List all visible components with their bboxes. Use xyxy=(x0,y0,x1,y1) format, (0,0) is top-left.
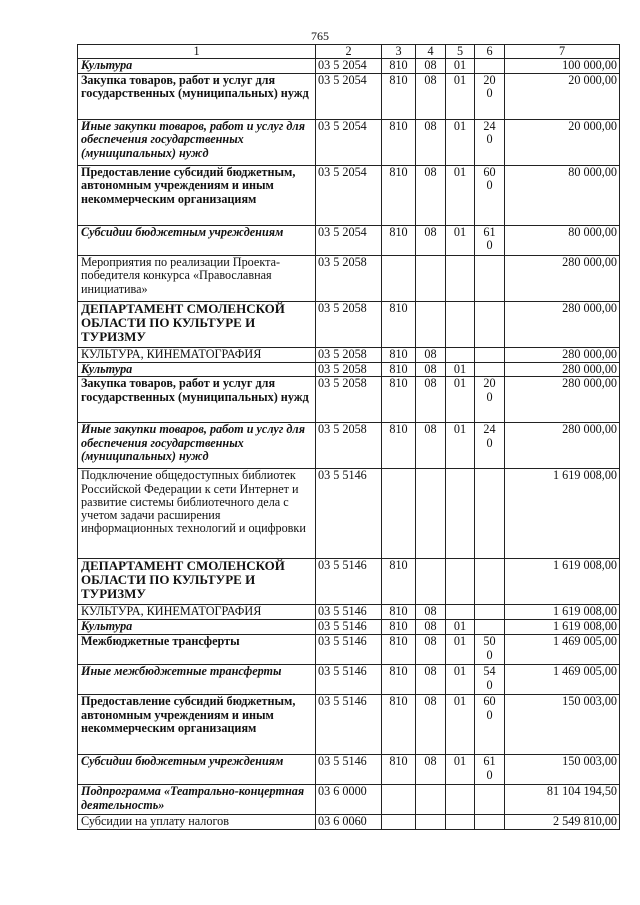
amount-cell: 280 000,00 xyxy=(505,302,620,348)
table-row xyxy=(78,348,620,363)
expense-type-cell xyxy=(475,256,505,302)
department-code-cell: 810 xyxy=(382,635,416,665)
row-name-cell: КУЛЬТУРА, КИНЕМАТОГРАФИЯ xyxy=(78,348,316,363)
subsection-code-cell: 01 xyxy=(446,377,475,423)
section-code-cell xyxy=(416,815,446,829)
amount-cell: 280 000,00 xyxy=(505,423,620,469)
section-code-cell: 08 xyxy=(416,59,446,74)
subsection-code-cell xyxy=(446,815,475,829)
subsection-code-cell xyxy=(446,469,475,559)
target-code-cell: 03 5 5146 xyxy=(316,605,382,620)
table-row xyxy=(78,815,620,829)
subsection-code-cell: 01 xyxy=(446,226,475,256)
department-code-cell: 810 xyxy=(382,74,416,120)
expense-type-cell xyxy=(475,469,505,559)
header-col-5: 5 xyxy=(446,45,475,59)
table-row xyxy=(78,755,620,785)
expense-type-cell xyxy=(475,348,505,363)
row-name-cell: Субсидии бюджетным учреждениям xyxy=(78,226,316,256)
amount-cell: 150 003,00 xyxy=(505,695,620,755)
target-code-cell: 03 5 2054 xyxy=(316,59,382,74)
section-code-cell: 08 xyxy=(416,377,446,423)
target-code-cell: 03 5 2058 xyxy=(316,363,382,377)
amount-cell: 20 000,00 xyxy=(505,74,620,120)
expense-type-cell xyxy=(475,605,505,620)
table-row xyxy=(78,120,620,166)
amount-cell: 80 000,00 xyxy=(505,166,620,226)
row-name-cell: Иные закупки товаров, работ и услуг для обеспечения государственных (муниципальных) нужд xyxy=(78,120,316,166)
amount-cell: 150 003,00 xyxy=(505,755,620,785)
row-name-cell: КУЛЬТУРА, КИНЕМАТОГРАФИЯ xyxy=(78,605,316,620)
subsection-code-cell: 01 xyxy=(446,755,475,785)
expense-type-cell: 200 xyxy=(475,377,505,423)
table-body xyxy=(78,59,620,829)
row-name-cell: ДЕПАРТАМЕНТ СМОЛЕНСКОЙ ОБЛАСТИ ПО КУЛЬТУРЕ И ТУРИЗМУ xyxy=(78,559,316,605)
department-code-cell: 810 xyxy=(382,377,416,423)
header-col-2: 2 xyxy=(316,45,382,59)
subsection-code-cell: 01 xyxy=(446,166,475,226)
target-code-cell: 03 6 0000 xyxy=(316,785,382,815)
target-code-cell: 03 5 2058 xyxy=(316,348,382,363)
target-code-cell: 03 5 2058 xyxy=(316,302,382,348)
department-code-cell: 810 xyxy=(382,423,416,469)
target-code-cell: 03 5 5146 xyxy=(316,635,382,665)
table-row xyxy=(78,665,620,695)
expense-type-cell: 540 xyxy=(475,665,505,695)
amount-cell: 80 000,00 xyxy=(505,226,620,256)
expense-type-cell: 600 xyxy=(475,695,505,755)
subsection-code-cell: 01 xyxy=(446,74,475,120)
header-row xyxy=(78,45,620,59)
subsection-code-cell: 01 xyxy=(446,363,475,377)
header-col-3: 3 xyxy=(382,45,416,59)
amount-cell: 1 619 008,00 xyxy=(505,605,620,620)
table-row xyxy=(78,620,620,635)
header-col-4: 4 xyxy=(416,45,446,59)
subsection-code-cell xyxy=(446,605,475,620)
section-code-cell xyxy=(416,469,446,559)
section-code-cell xyxy=(416,256,446,302)
header-col-1: 1 xyxy=(78,45,316,59)
row-name-cell: Межбюджетные трансферты xyxy=(78,635,316,665)
section-code-cell: 08 xyxy=(416,635,446,665)
expense-type-cell: 200 xyxy=(475,74,505,120)
table-row xyxy=(78,377,620,423)
table-row xyxy=(78,605,620,620)
expense-type-cell: 610 xyxy=(475,226,505,256)
table-row xyxy=(78,302,620,348)
department-code-cell: 810 xyxy=(382,363,416,377)
row-name-cell: Мероприятия по реализации Проекта-победителя конкурса «Православная инициатива» xyxy=(78,256,316,302)
target-code-cell: 03 5 2058 xyxy=(316,423,382,469)
department-code-cell xyxy=(382,256,416,302)
table-row xyxy=(78,635,620,665)
target-code-cell: 03 5 2054 xyxy=(316,74,382,120)
target-code-cell: 03 5 5146 xyxy=(316,695,382,755)
department-code-cell: 810 xyxy=(382,120,416,166)
subsection-code-cell xyxy=(446,785,475,815)
amount-cell: 1 619 008,00 xyxy=(505,469,620,559)
target-code-cell: 03 5 5146 xyxy=(316,559,382,605)
subsection-code-cell: 01 xyxy=(446,665,475,695)
section-code-cell: 08 xyxy=(416,166,446,226)
header-col-7: 7 xyxy=(505,45,620,59)
department-code-cell: 810 xyxy=(382,620,416,635)
section-code-cell: 08 xyxy=(416,363,446,377)
table-row xyxy=(78,226,620,256)
department-code-cell: 810 xyxy=(382,166,416,226)
department-code-cell: 810 xyxy=(382,755,416,785)
row-name-cell: Иные межбюджетные трансферты xyxy=(78,665,316,695)
row-name-cell: Предоставление субсидий бюджетным, автономным учреждениям и иным некоммерческим организациям xyxy=(78,695,316,755)
department-code-cell: 810 xyxy=(382,695,416,755)
section-code-cell: 08 xyxy=(416,226,446,256)
section-code-cell: 08 xyxy=(416,755,446,785)
target-code-cell: 03 5 2054 xyxy=(316,120,382,166)
section-code-cell: 08 xyxy=(416,423,446,469)
target-code-cell: 03 5 2054 xyxy=(316,226,382,256)
department-code-cell xyxy=(382,469,416,559)
table-row xyxy=(78,785,620,815)
row-name-cell: Культура xyxy=(78,620,316,635)
budget-table xyxy=(77,44,620,830)
expense-type-cell: 500 xyxy=(475,635,505,665)
department-code-cell: 810 xyxy=(382,226,416,256)
department-code-cell: 810 xyxy=(382,302,416,348)
expense-type-cell xyxy=(475,363,505,377)
row-name-cell: ДЕПАРТАМЕНТ СМОЛЕНСКОЙ ОБЛАСТИ ПО КУЛЬТУРЕ И ТУРИЗМУ xyxy=(78,302,316,348)
amount-cell: 1 469 005,00 xyxy=(505,665,620,695)
expense-type-cell xyxy=(475,559,505,605)
section-code-cell: 08 xyxy=(416,695,446,755)
department-code-cell: 810 xyxy=(382,665,416,695)
row-name-cell: Субсидии на уплату налогов xyxy=(78,815,316,829)
department-code-cell xyxy=(382,785,416,815)
table-row xyxy=(78,256,620,302)
section-code-cell: 08 xyxy=(416,120,446,166)
subsection-code-cell: 01 xyxy=(446,635,475,665)
amount-cell: 81 104 194,50 xyxy=(505,785,620,815)
amount-cell: 2 549 810,00 xyxy=(505,815,620,829)
amount-cell: 1 619 008,00 xyxy=(505,620,620,635)
amount-cell: 280 000,00 xyxy=(505,377,620,423)
table-row xyxy=(78,559,620,605)
row-name-cell: Культура xyxy=(78,59,316,74)
amount-cell: 1 469 005,00 xyxy=(505,635,620,665)
row-name-cell: Предоставление субсидий бюджетным, автономным учреждениям и иным некоммерческим организациям xyxy=(78,166,316,226)
row-name-cell: Закупка товаров, работ и услуг для государственных (муниципальных) нужд xyxy=(78,377,316,423)
department-code-cell xyxy=(382,815,416,829)
subsection-code-cell: 01 xyxy=(446,120,475,166)
row-name-cell: Субсидии бюджетным учреждениям xyxy=(78,755,316,785)
subsection-code-cell xyxy=(446,302,475,348)
page-number: 765 xyxy=(311,29,329,43)
expense-type-cell xyxy=(475,59,505,74)
subsection-code-cell: 01 xyxy=(446,423,475,469)
table-row xyxy=(78,363,620,377)
amount-cell: 280 000,00 xyxy=(505,363,620,377)
table-row xyxy=(78,469,620,559)
section-code-cell: 08 xyxy=(416,665,446,695)
department-code-cell: 810 xyxy=(382,559,416,605)
amount-cell: 100 000,00 xyxy=(505,59,620,74)
table-row xyxy=(78,59,620,74)
target-code-cell: 03 5 5146 xyxy=(316,665,382,695)
target-code-cell: 03 5 5146 xyxy=(316,469,382,559)
target-code-cell: 03 5 2058 xyxy=(316,256,382,302)
section-code-cell: 08 xyxy=(416,605,446,620)
expense-type-cell xyxy=(475,620,505,635)
department-code-cell: 810 xyxy=(382,348,416,363)
subsection-code-cell: 01 xyxy=(446,59,475,74)
expense-type-cell: 240 xyxy=(475,120,505,166)
amount-cell: 280 000,00 xyxy=(505,348,620,363)
expense-type-cell: 600 xyxy=(475,166,505,226)
section-code-cell: 08 xyxy=(416,74,446,120)
expense-type-cell: 240 xyxy=(475,423,505,469)
header-col-6: 6 xyxy=(475,45,505,59)
subsection-code-cell: 01 xyxy=(446,620,475,635)
subsection-code-cell xyxy=(446,256,475,302)
table-row xyxy=(78,166,620,226)
target-code-cell: 03 5 2054 xyxy=(316,166,382,226)
row-name-cell: Культура xyxy=(78,363,316,377)
target-code-cell: 03 5 5146 xyxy=(316,620,382,635)
section-code-cell xyxy=(416,302,446,348)
table-row xyxy=(78,695,620,755)
section-code-cell xyxy=(416,559,446,605)
target-code-cell: 03 6 0060 xyxy=(316,815,382,829)
section-code-cell xyxy=(416,785,446,815)
expense-type-cell xyxy=(475,785,505,815)
subsection-code-cell xyxy=(446,559,475,605)
target-code-cell: 03 5 2058 xyxy=(316,377,382,423)
expense-type-cell xyxy=(475,302,505,348)
row-name-cell: Подключение общедоступных библиотек Российской Федерации к сети Интернет и развитие системы библиотечного дела с учетом задачи расширения информационных технологий и оцифровки xyxy=(78,469,316,559)
expense-type-cell: 610 xyxy=(475,755,505,785)
row-name-cell: Подпрограмма «Театрально-концертная деятельность» xyxy=(78,785,316,815)
amount-cell: 20 000,00 xyxy=(505,120,620,166)
department-code-cell: 810 xyxy=(382,605,416,620)
row-name-cell: Закупка товаров, работ и услуг для государственных (муниципальных) нужд xyxy=(78,74,316,120)
department-code-cell: 810 xyxy=(382,59,416,74)
amount-cell: 280 000,00 xyxy=(505,256,620,302)
section-code-cell: 08 xyxy=(416,348,446,363)
target-code-cell: 03 5 5146 xyxy=(316,755,382,785)
expense-type-cell xyxy=(475,815,505,829)
row-name-cell: Иные закупки товаров, работ и услуг для обеспечения государственных (муниципальных) нужд xyxy=(78,423,316,469)
table-row xyxy=(78,423,620,469)
subsection-code-cell xyxy=(446,348,475,363)
section-code-cell: 08 xyxy=(416,620,446,635)
table-row xyxy=(78,74,620,120)
amount-cell: 1 619 008,00 xyxy=(505,559,620,605)
subsection-code-cell: 01 xyxy=(446,695,475,755)
